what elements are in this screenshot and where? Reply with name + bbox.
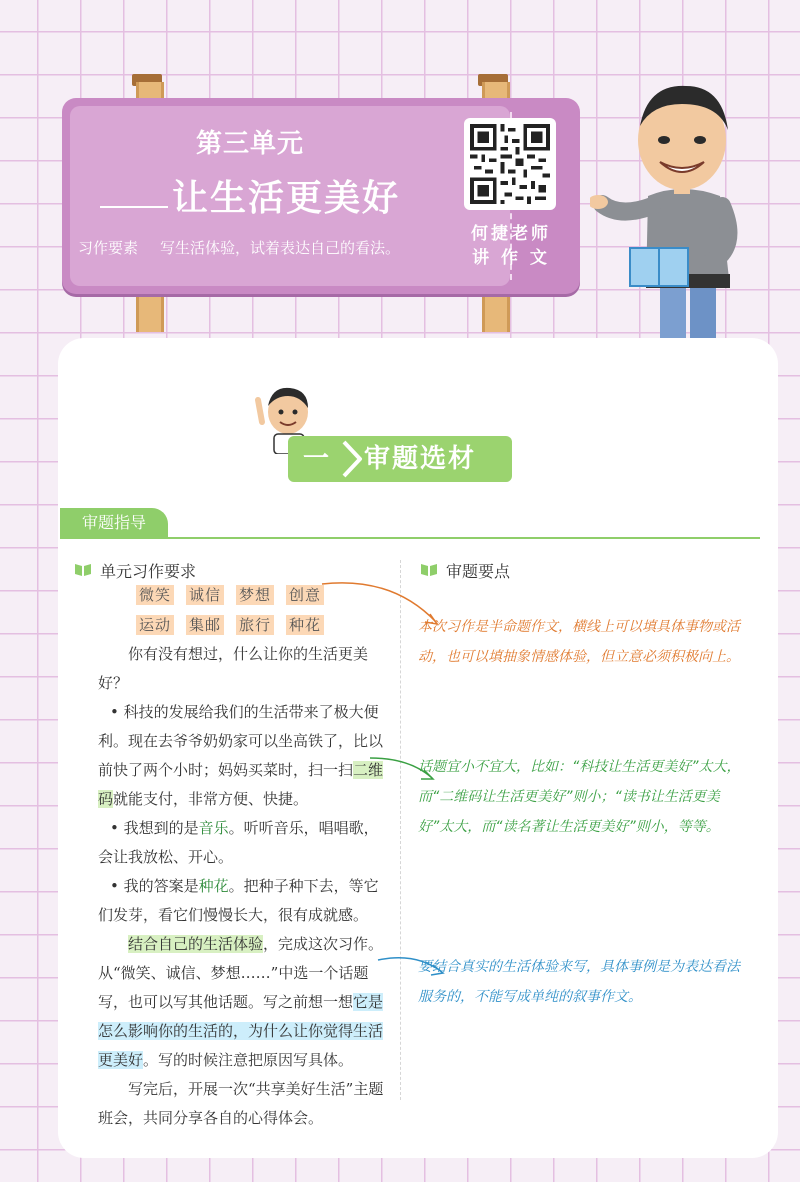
text-run: • 我的答案是 [110,877,199,895]
note-real-experience: 要结合真实的生活体验来写，具体事例是为表达看法服务的，不能写成单纯的叙事作文。 [418,959,740,1005]
topic-word: 运动 [136,615,174,635]
topic-blank-line [100,206,168,208]
book-icon [420,563,438,577]
highlight-flowers: 种花 [198,877,229,895]
highlight-experience: 结合自己的生活体验 [128,935,264,953]
topic-word: 梦想 [236,585,274,605]
requirement-label: 习作要素 [78,239,139,257]
topic-title: 让生活更美好 [172,178,401,219]
guide-tab: 审题指导 [60,508,168,538]
section-number: 一 [302,444,329,474]
topic-word: 微笑 [136,585,174,605]
paragraph-music [98,814,390,872]
text-run: ，完成这次习作。从“微笑、诚信、梦想……”中选一个话题写，也可以写其他话题。写之前想一想 [98,935,384,1011]
section-title: 审题选材 [364,444,477,474]
chevron-right-icon [340,440,364,478]
topic-words-row1 [136,584,336,605]
topic-word: 种花 [286,615,324,635]
text-run: 。听听音乐，唱唱歌，会让我放松、开心。 [98,819,379,866]
paragraph-flowers [98,872,390,930]
book-icon [74,563,92,577]
guide-underline [60,537,760,539]
text-run: 。写的时候注意把原因写具体。 [143,1051,354,1069]
topic-word: 诚信 [186,585,224,605]
qr-code-icon[interactable] [464,118,556,210]
text-run: 。把种子种下去，等它们发芽，看它们慢慢长大，很有成就感。 [98,877,379,924]
topic-word: 创意 [286,585,324,605]
note-topic-size: 话题宜小不宜大，比如：“科技让生活更美好”太大，而“二维码让生活更美好”则小；“读书让生活更美好”太大，而“读名著让生活更美好”则小，等等。 [418,759,741,835]
highlight-reason: 它是怎么影响你的生活的，为什么让你觉得生活更美好 [98,993,384,1069]
key-points-heading: 审题要点 [446,562,511,581]
unit-title: 第三单元 [196,129,305,159]
requirements-heading: 单元习作要求 [100,562,197,581]
teacher-label [466,222,556,270]
topic-word: 旅行 [236,615,274,635]
requirement-text: 写生活体验，试着表达自己的看法。 [160,239,401,257]
text-run: • 科技的发展给我们的生活带来了极大便利。现在去爷爷奶奶家可以坐高铁了，比以前快了两个小时；妈妈买菜时，扫一扫 [98,703,384,779]
column-divider [400,560,401,1100]
text-run: • 我想到的是 [110,819,199,837]
paragraph-question: 你有没有想过，什么让你的生活更美好？ [98,645,369,692]
note-semi-title: 本次习作是半命题作文，横线上可以填具体事物或活动，也可以填抽象情感体验，但立意必须积极向上。 [418,619,740,665]
paragraph-instructions [98,930,390,1075]
teacher-name: 何捷老师 [471,224,551,244]
topic-word: 集邮 [186,615,224,635]
requirements-body [98,640,390,1133]
highlight-qrcode: 二维码 [98,761,384,808]
text-run: 就能支付，非常方便、快捷。 [113,790,309,808]
paragraph-technology [98,698,390,814]
topic-words-row2 [136,614,336,635]
highlight-music: 音乐 [198,819,229,837]
teacher-subtitle: 讲 作 文 [472,248,550,268]
paragraph-class-meeting: 写完后，开展一次“共享美好生活”主题班会，共同分享各自的心得体会。 [98,1080,384,1127]
